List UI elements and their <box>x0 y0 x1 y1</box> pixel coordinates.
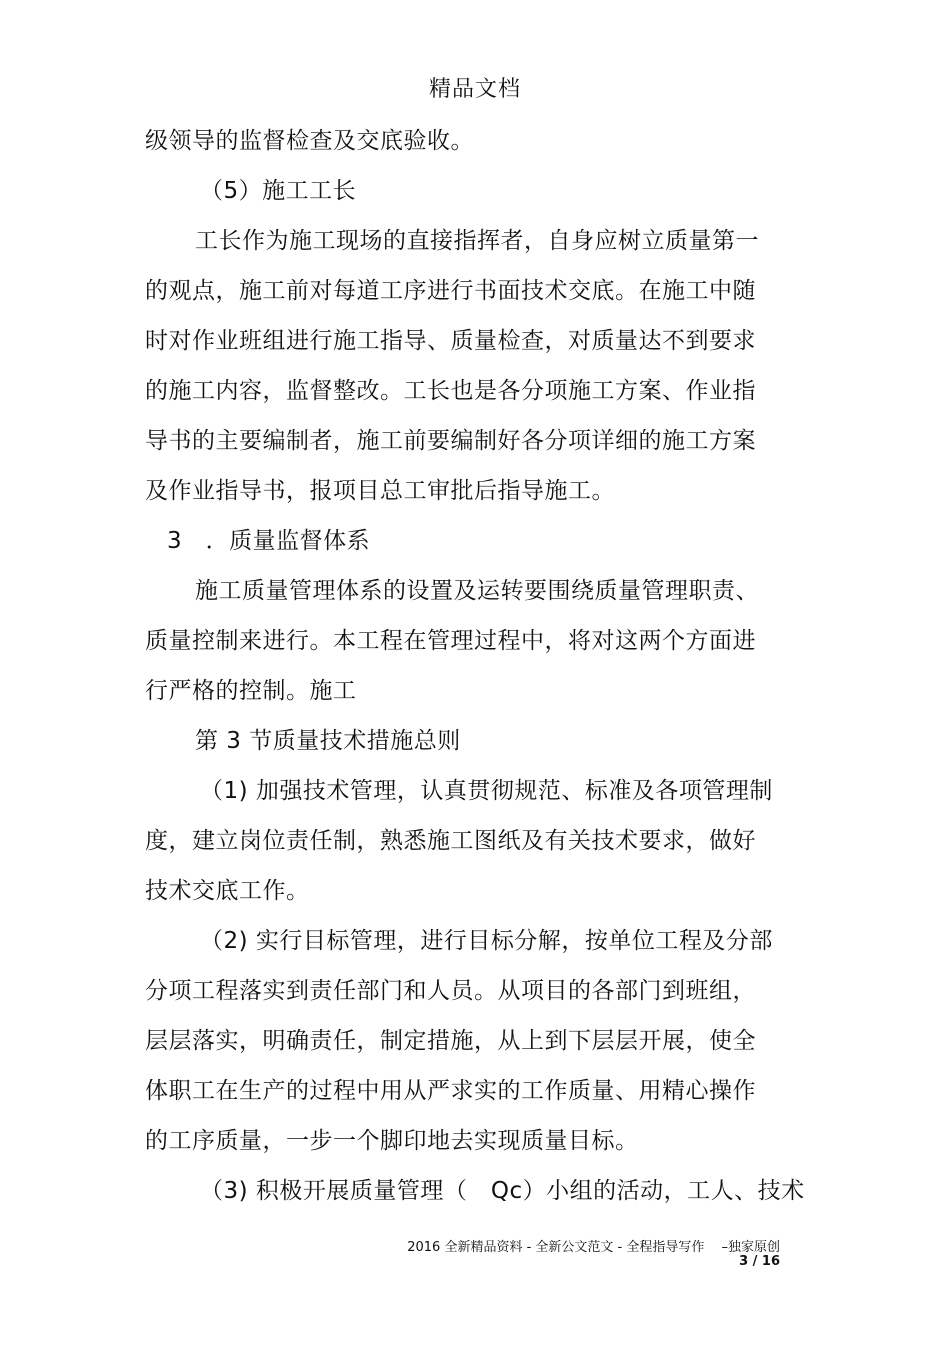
text-line: 质量控制来进行。本工程在管理过程中，将对这两个方面进 <box>145 628 756 654</box>
page-number: 3 / 16 <box>739 1254 780 1269</box>
text-line: 工长作为施工现场的直接指挥者，自身应树立质量第一 <box>195 228 759 254</box>
text-line: 的观点，施工前对每道工序进行书面技术交底。在施工中随 <box>145 278 756 304</box>
text-line: 级领导的监督检查及交底验收。 <box>145 128 474 154</box>
text-line: 的施工内容，监督整改。工长也是各分项施工方案、作业指 <box>145 378 756 404</box>
text-line: （1) 加强技术管理，认真贯彻规范、标准及各项管理制 <box>200 778 773 804</box>
text-line: （3) 积极开展质量管理（ Qc）小组的活动，工人、技术 <box>200 1178 805 1204</box>
text-line: 时对作业班组进行施工指导、质量检查，对质量达不到要求 <box>145 328 756 354</box>
text-line: 的工序质量，一步一个脚印地去实现质量目标。 <box>145 1128 639 1154</box>
text-line: 体职工在生产的过程中用从严求实的工作质量、用精心操作 <box>145 1078 756 1104</box>
text-line: 行严格的控制。施工 <box>145 678 357 704</box>
text-line: 层层落实，明确责任，制定措施，从上到下层层开展，使全 <box>145 1028 756 1054</box>
text-line: 施工质量管理体系的设置及运转要围绕质量管理职责、 <box>195 578 759 604</box>
text-line: 及作业指导书，报项目总工审批后指导施工。 <box>145 478 615 504</box>
footer-tagline: 2016 全新精品资料 - 全新公文范文 - 全程指导写作 –独家原创 <box>407 1240 780 1255</box>
text-line: 3 ．质量监督体系 <box>167 528 371 554</box>
text-line: 技术交底工作。 <box>145 878 310 904</box>
text-line: （2) 实行目标管理，进行目标分解，按单位工程及分部 <box>200 928 773 954</box>
text-line: 第 3 节质量技术措施总则 <box>195 728 461 754</box>
text-line: （5）施工工长 <box>200 178 357 204</box>
text-line: 导书的主要编制者，施工前要编制好各分项详细的施工方案 <box>145 428 756 454</box>
text-line: 分项工程落实到责任部门和人员。从项目的各部门到班组， <box>145 978 756 1004</box>
text-line: 度，建立岗位责任制，熟悉施工图纸及有关技术要求，做好 <box>145 828 756 854</box>
page-header-title: 精品文档 <box>428 77 521 102</box>
